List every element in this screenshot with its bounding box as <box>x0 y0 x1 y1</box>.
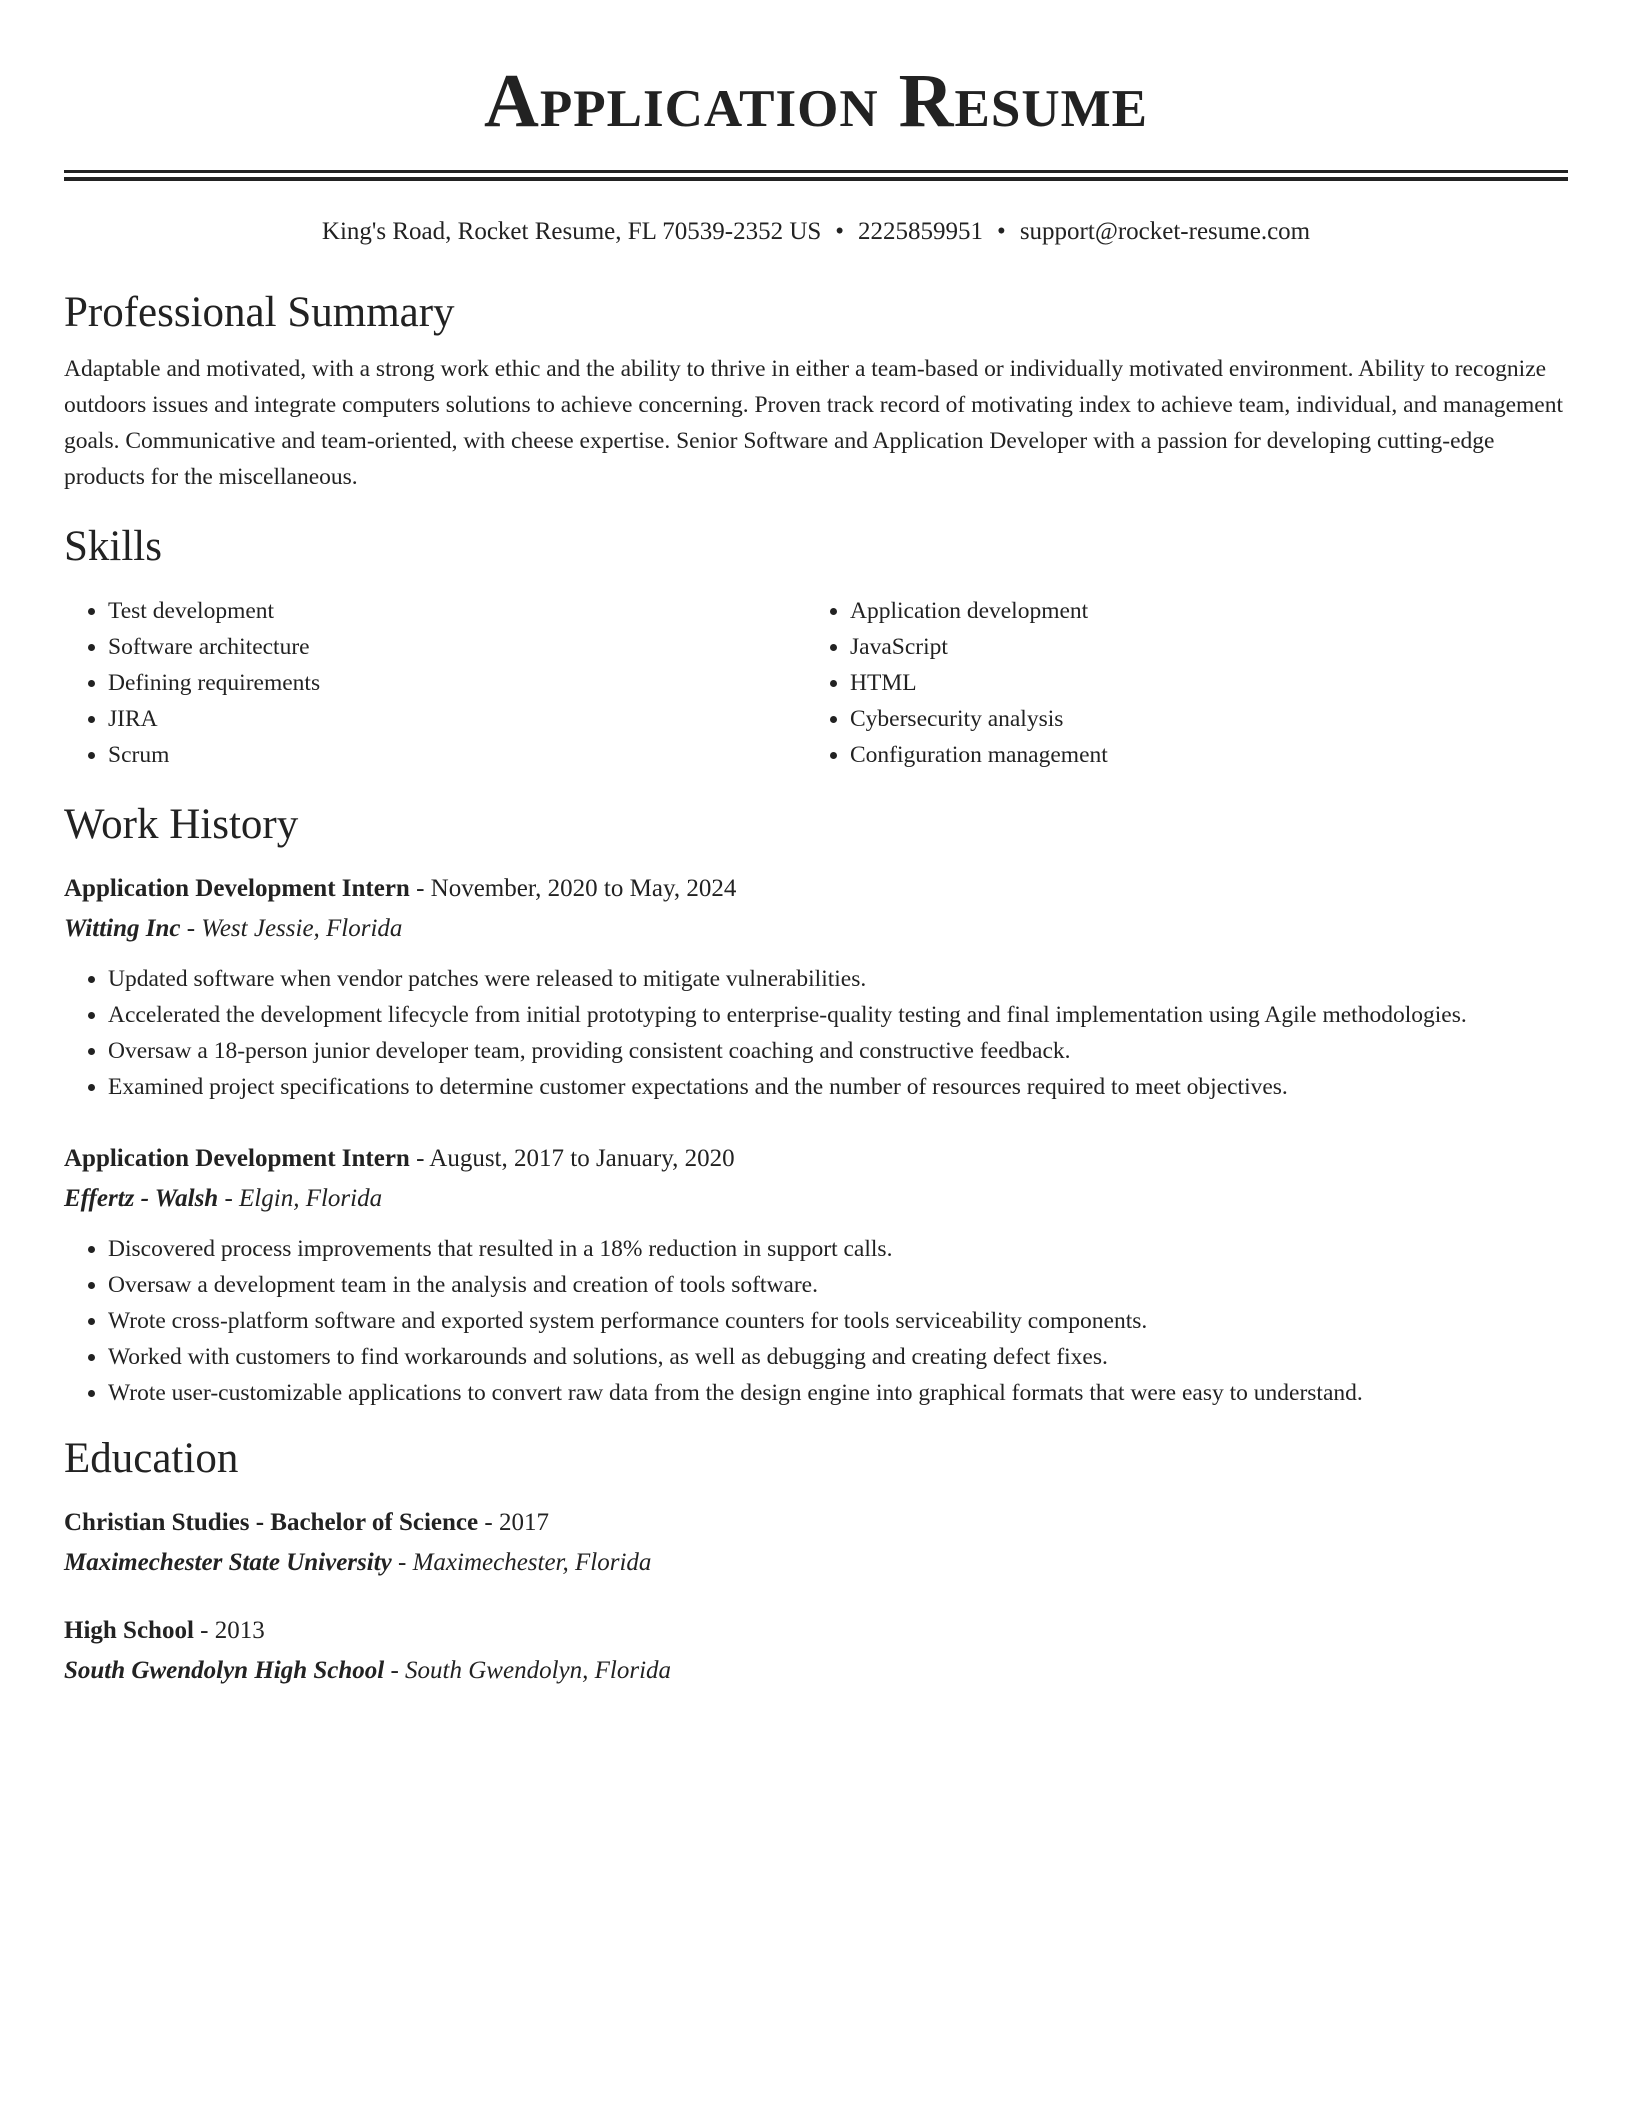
contact-separator: • <box>835 218 845 245</box>
education-school: Maximechester State University <box>64 1549 392 1576</box>
education-school: South Gwendolyn High School <box>64 1657 385 1684</box>
job-employer <box>64 909 1568 949</box>
section-heading-summary: Professional Summary <box>64 289 455 336</box>
list-item: • Wrote cross-platform software and exported system performance counters for tools serviceability components. <box>108 1303 1568 1339</box>
contact-address: King's Road, Rocket Resume, FL 70539-2352 US <box>321 218 822 245</box>
education-year: - 2017 <box>484 1509 549 1536</box>
education-header <box>64 1611 1568 1651</box>
skills-column-right <box>806 593 1548 773</box>
skill-item: • Defining requirements <box>108 665 806 701</box>
job-header <box>64 1139 1568 1179</box>
skill-item: • Application development <box>850 593 1548 629</box>
job-title: Application Development Intern <box>64 875 410 902</box>
list-item: • Worked with customers to find workarounds and solutions, as well as debugging and creating defect fixes. <box>108 1339 1568 1375</box>
job-company: Effertz - Walsh <box>64 1185 219 1212</box>
job-responsibilities <box>64 961 1568 1105</box>
education-degree: Christian Studies - Bachelor of Science <box>64 1509 479 1536</box>
education-location: - South Gwendolyn, Florida <box>390 1657 672 1684</box>
contact-email: support@rocket-resume.com <box>1019 218 1311 245</box>
education-header <box>64 1503 1568 1543</box>
job-employer <box>64 1179 1568 1219</box>
skill-item: • Configuration management <box>850 737 1548 773</box>
skill-item: • JavaScript <box>850 629 1548 665</box>
skill-item: • JIRA <box>108 701 806 737</box>
list-item: • Examined project specifications to determine customer expectations and the number of resources required to meet objectives. <box>108 1069 1568 1105</box>
list-item: • Updated software when vendor patches were released to mitigate vulnerabilities. <box>108 961 1568 997</box>
skills-list <box>64 593 1568 773</box>
job-header <box>64 869 1568 909</box>
list-item: • Accelerated the development lifecycle from initial prototyping to enterprise-quality testing and final implementation using Agile methodologies. <box>108 997 1568 1033</box>
job-title: Application Development Intern <box>64 1145 410 1172</box>
list-item: • Wrote user-customizable applications to convert raw data from the design engine into graphical formats that were easy to understand. <box>108 1375 1568 1411</box>
job-company: Witting Inc <box>64 915 181 942</box>
job-dates: - August, 2017 to January, 2020 <box>416 1145 735 1172</box>
education-institution <box>64 1651 1568 1691</box>
summary-text: Adaptable and motivated, with a strong work ethic and the ability to thrive in either a team-based or individually motivated environment. Ability to recognize outdoors issues and integrate computers solutions to achieve concerning. Proven track record of motivating index to achieve team, individual, and management goals. Communicative and team-oriented, with cheese expertise. Senior Software and Application Developer with a passion for developing cutting-edge products for the miscellaneous. <box>64 356 1563 490</box>
skill-item: • Software architecture <box>108 629 806 665</box>
skills-column-left <box>64 593 806 773</box>
job-location: - Elgin, Florida <box>224 1185 383 1212</box>
skill-item: • Cybersecurity analysis <box>850 701 1548 737</box>
job-location: - West Jessie, Florida <box>186 915 403 942</box>
section-heading-skills: Skills <box>64 523 162 570</box>
education-location: - Maximechester, Florida <box>398 1549 652 1576</box>
education-degree: High School <box>64 1617 194 1644</box>
list-item: • Discovered process improvements that resulted in a 18% reduction in support calls. <box>108 1231 1568 1267</box>
education-year: - 2013 <box>200 1617 265 1644</box>
contact-line <box>64 215 1568 249</box>
skill-item: • Scrum <box>108 737 806 773</box>
section-heading-education: Education <box>64 1435 239 1482</box>
list-item: • Oversaw a development team in the analysis and creation of tools software. <box>108 1267 1568 1303</box>
contact-separator: • <box>997 218 1006 245</box>
skill-item: • Test development <box>108 593 806 629</box>
section-heading-work-history: Work History <box>64 801 299 848</box>
page-title: Application Resume <box>483 59 1149 143</box>
title-double-rule <box>64 170 1568 181</box>
job-responsibilities <box>64 1231 1568 1411</box>
skill-item: • HTML <box>850 665 1548 701</box>
contact-phone: 2225859951 <box>858 218 984 245</box>
list-item: • Oversaw a 18-person junior developer team, providing consistent coaching and constructive feedback. <box>108 1033 1568 1069</box>
job-dates: - November, 2020 to May, 2024 <box>416 875 737 902</box>
education-institution <box>64 1543 1568 1583</box>
